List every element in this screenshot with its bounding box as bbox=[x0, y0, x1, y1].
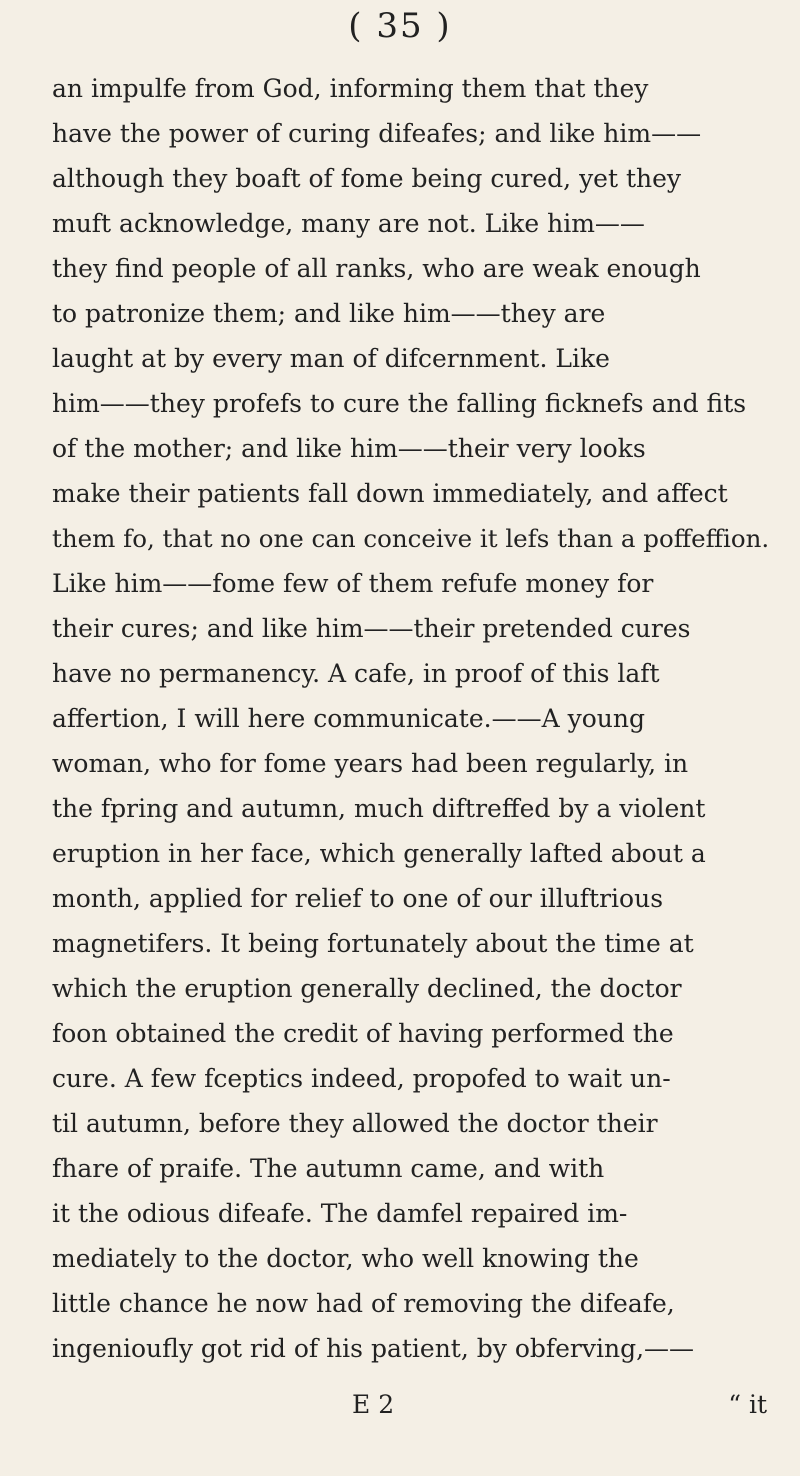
text-line bbox=[52, 426, 777, 471]
line-text: muft acknowledge, many are not. Like him—— bbox=[52, 209, 645, 238]
line-text: they find people of all ranks, who are weak enough bbox=[52, 254, 701, 283]
text-line bbox=[52, 471, 777, 516]
line-text: have the power of curing difeafes; and like him—— bbox=[52, 119, 702, 148]
line-text: Like him——fome few of them refufe money for bbox=[52, 569, 654, 598]
text-line bbox=[52, 741, 777, 786]
text-line bbox=[52, 156, 777, 201]
text-line bbox=[52, 1281, 777, 1326]
text-line bbox=[52, 606, 777, 651]
line-text: it the odious difeafe. The damfel repaired im- bbox=[52, 1199, 628, 1228]
line-text: fhare of praife. The autumn came, and with bbox=[52, 1154, 605, 1183]
text-line bbox=[52, 1146, 777, 1191]
text-line bbox=[52, 561, 777, 606]
line-text: to patronize them; and like him——they are bbox=[52, 299, 606, 328]
line-text: which the eruption generally declined, the doctor bbox=[52, 974, 682, 1003]
line-text: ingenioufly got rid of his patient, by obferving,—— bbox=[52, 1334, 695, 1363]
text-line bbox=[52, 1101, 777, 1146]
body-text bbox=[52, 66, 777, 1371]
line-text: make their patients fall down immediately, and affect bbox=[52, 479, 728, 508]
line-text: have no permanency. A cafe, in proof of this laft bbox=[52, 659, 660, 688]
text-line bbox=[52, 336, 777, 381]
line-text: little chance he now had of removing the difeafe, bbox=[52, 1289, 675, 1318]
text-line bbox=[52, 111, 777, 156]
line-text: woman, who for fome years had been regularly, in bbox=[52, 749, 689, 778]
text-line bbox=[52, 201, 777, 246]
line-text: magnetifers. It being fortunately about the time at bbox=[52, 929, 694, 958]
text-line bbox=[52, 291, 777, 336]
text-line bbox=[52, 966, 777, 1011]
line-text: an impulfe from God, informing them that they bbox=[52, 74, 649, 103]
text-line bbox=[52, 696, 777, 741]
text-line bbox=[52, 246, 777, 291]
line-text: laught at by every man of difcernment. Like bbox=[52, 344, 610, 373]
line-text: them fo, that no one can conceive it lefs than a poffeffion. bbox=[52, 524, 770, 553]
line-text: affertion, I will here communicate.——A young bbox=[52, 704, 645, 733]
line-text: of the mother; and like him——their very looks bbox=[52, 434, 646, 463]
signature-mark: E 2 bbox=[352, 1390, 395, 1419]
text-line bbox=[52, 1326, 777, 1371]
line-text: mediately to the doctor, who well knowing the bbox=[52, 1244, 639, 1273]
line-text: eruption in her face, which generally lafted about a bbox=[52, 839, 706, 868]
line-text: although they boaft of fome being cured, yet they bbox=[52, 164, 682, 193]
text-line bbox=[52, 66, 777, 111]
text-line bbox=[52, 786, 777, 831]
text-line bbox=[52, 516, 777, 561]
text-line bbox=[52, 921, 777, 966]
line-text: til autumn, before they allowed the doctor their bbox=[52, 1109, 658, 1138]
text-line bbox=[52, 381, 777, 426]
text-line bbox=[52, 1236, 777, 1281]
text-line bbox=[52, 1191, 777, 1236]
page-number: ( 35 ) bbox=[348, 6, 452, 46]
line-text: the fpring and autumn, much diftreffed by a violent bbox=[52, 794, 706, 823]
line-text: foon obtained the credit of having performed the bbox=[52, 1019, 674, 1048]
text-line bbox=[52, 651, 777, 696]
catchword: “ it bbox=[728, 1390, 767, 1419]
page-footer bbox=[52, 1390, 777, 1435]
text-line bbox=[52, 1011, 777, 1056]
text-line bbox=[52, 876, 777, 921]
line-text: their cures; and like him——their pretended cures bbox=[52, 614, 691, 643]
line-text: month, applied for relief to one of our illuftrious bbox=[52, 884, 664, 913]
text-line bbox=[52, 831, 777, 876]
line-text: him——they profefs to cure the falling ficknefs and fits bbox=[52, 389, 747, 418]
line-text: cure. A few fceptics indeed, propofed to wait un- bbox=[52, 1064, 671, 1093]
text-line bbox=[52, 1056, 777, 1101]
